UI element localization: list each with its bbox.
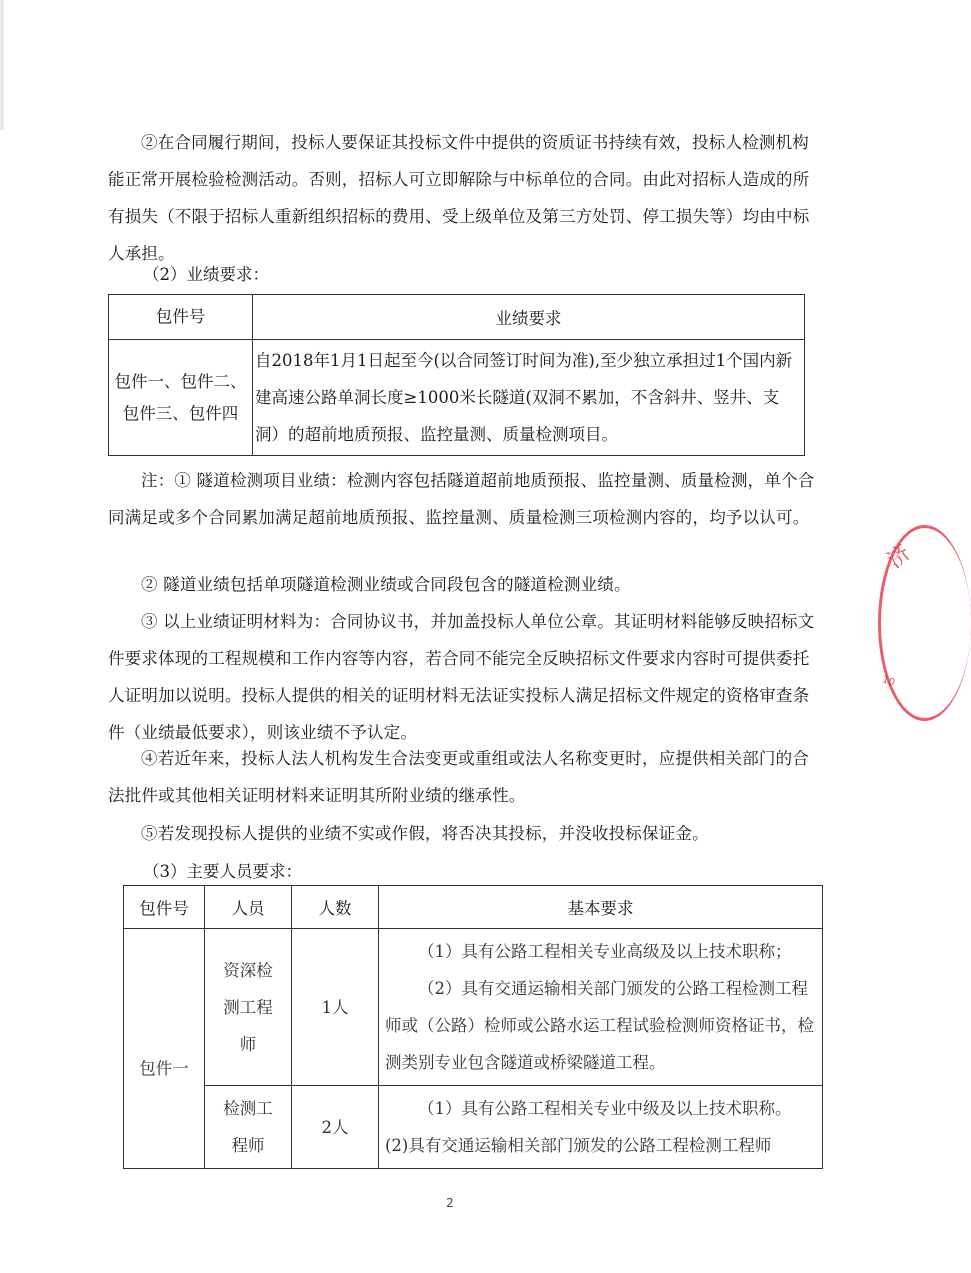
- requirement-item: （1）具有公路工程相关专业中级及以上技术职称。: [418, 1099, 792, 1118]
- header-count: 人数: [292, 886, 379, 929]
- header-requirement: 业绩要求: [253, 295, 805, 340]
- note-2: ② 隧道业绩包括单项隧道检测业绩或合同段包含的隧道检测业绩。: [141, 575, 631, 594]
- staff-heading: （3）主要人员要求：: [143, 862, 302, 881]
- requirement-item: （1）具有公路工程相关专业高级及以上技术职称；: [418, 942, 792, 961]
- scan-edge-mark: [0, 0, 4, 130]
- cell-count: 1人: [292, 929, 379, 1086]
- performance-heading: （2）业绩要求：: [143, 265, 269, 284]
- clause-2-paragraph: ②在合同履行期间，投标人要保证其投标文件中提供的资质证书持续有效，投标人检测机构能正常开展检验检测活动。否则，招标人可立即解除与中标单位的合同。由此对招标人造成的所有损失（不限于招标人重新组织招标的费用、受上级单位及第三方处罚、停工损失等）均由中标人承担。: [108, 133, 810, 263]
- note-4: ④若近年来，投标人法人机构发生合法变更或重组或法人名称变更时，应提供相关部门的合法批件或其他相关证明材料来证明其所附业绩的继承性。: [108, 749, 809, 805]
- cell-role: 检测工程师: [205, 1086, 292, 1169]
- table-header-row: [109, 295, 805, 340]
- performance-table: [108, 294, 805, 456]
- seal-number: 10: [880, 674, 897, 689]
- cell-package: 包件一: [124, 929, 205, 1169]
- header-package: 包件号: [124, 886, 205, 929]
- requirement-item: （2）具有交通运输相关部门颁发的公路工程检测工程师或（公路）检师或公路水运工程试验检测师资格证书，检测类别专业包含隧道或桥梁隧道工程。: [385, 979, 814, 1072]
- note-3: ③ 以上业绩证明材料为：合同协议书，并加盖投标人单位公章。其证明材料能够反映招标文件要求体现的工程规模和工作内容等内容，若合同不能完全反映招标文件要求内容时可提供委托人证明加以说明。投标人提供的相关的证明材料无法证实投标人满足招标文件规定的资格审查条件（业绩最低要求），则该业绩不予认定。: [108, 612, 815, 742]
- page-number: 2: [446, 1196, 454, 1210]
- seal-text: 济: [882, 540, 916, 574]
- note-1: 注：① 隧道检测项目业绩：检测内容包括隧道超前地质预报、监控量测、质量检测，单个合同满足或多个合同累加满足超前地质预报、监控量测、质量检测三项检测内容的，均予以认可。: [108, 471, 815, 527]
- header-role: 人员: [205, 886, 292, 929]
- cell-package: 包件一、包件二、包件三、包件四: [109, 340, 253, 456]
- table-header-row: [124, 886, 823, 929]
- table-row: [124, 1086, 823, 1169]
- header-package: 包件号: [109, 295, 253, 340]
- cell-requirements: [379, 929, 823, 1086]
- cell-requirement: 自2018年1月1日起至今(以合同签订时间为准),至少独立承担过1个国内新建高速公路单洞长度≥1000米长隧道(双洞不累加，不含斜井、竖井、支洞）的超前地质预报、监控量测、质量检测项目。: [253, 340, 805, 456]
- cell-role: 资深检测工程师: [205, 929, 292, 1086]
- table-row: [124, 929, 823, 1086]
- table-row: [109, 340, 805, 456]
- note-5: ⑤若发现投标人提供的业绩不实或作假，将否决其投标，并没收投标保证金。: [141, 824, 709, 843]
- cell-count: 2人: [292, 1086, 379, 1169]
- staff-table: [123, 885, 823, 1169]
- cell-requirements: [379, 1086, 823, 1169]
- requirement-item: (2)具有交通运输相关部门颁发的公路工程检测工程师: [385, 1136, 772, 1155]
- header-requirements: 基本要求: [379, 886, 823, 929]
